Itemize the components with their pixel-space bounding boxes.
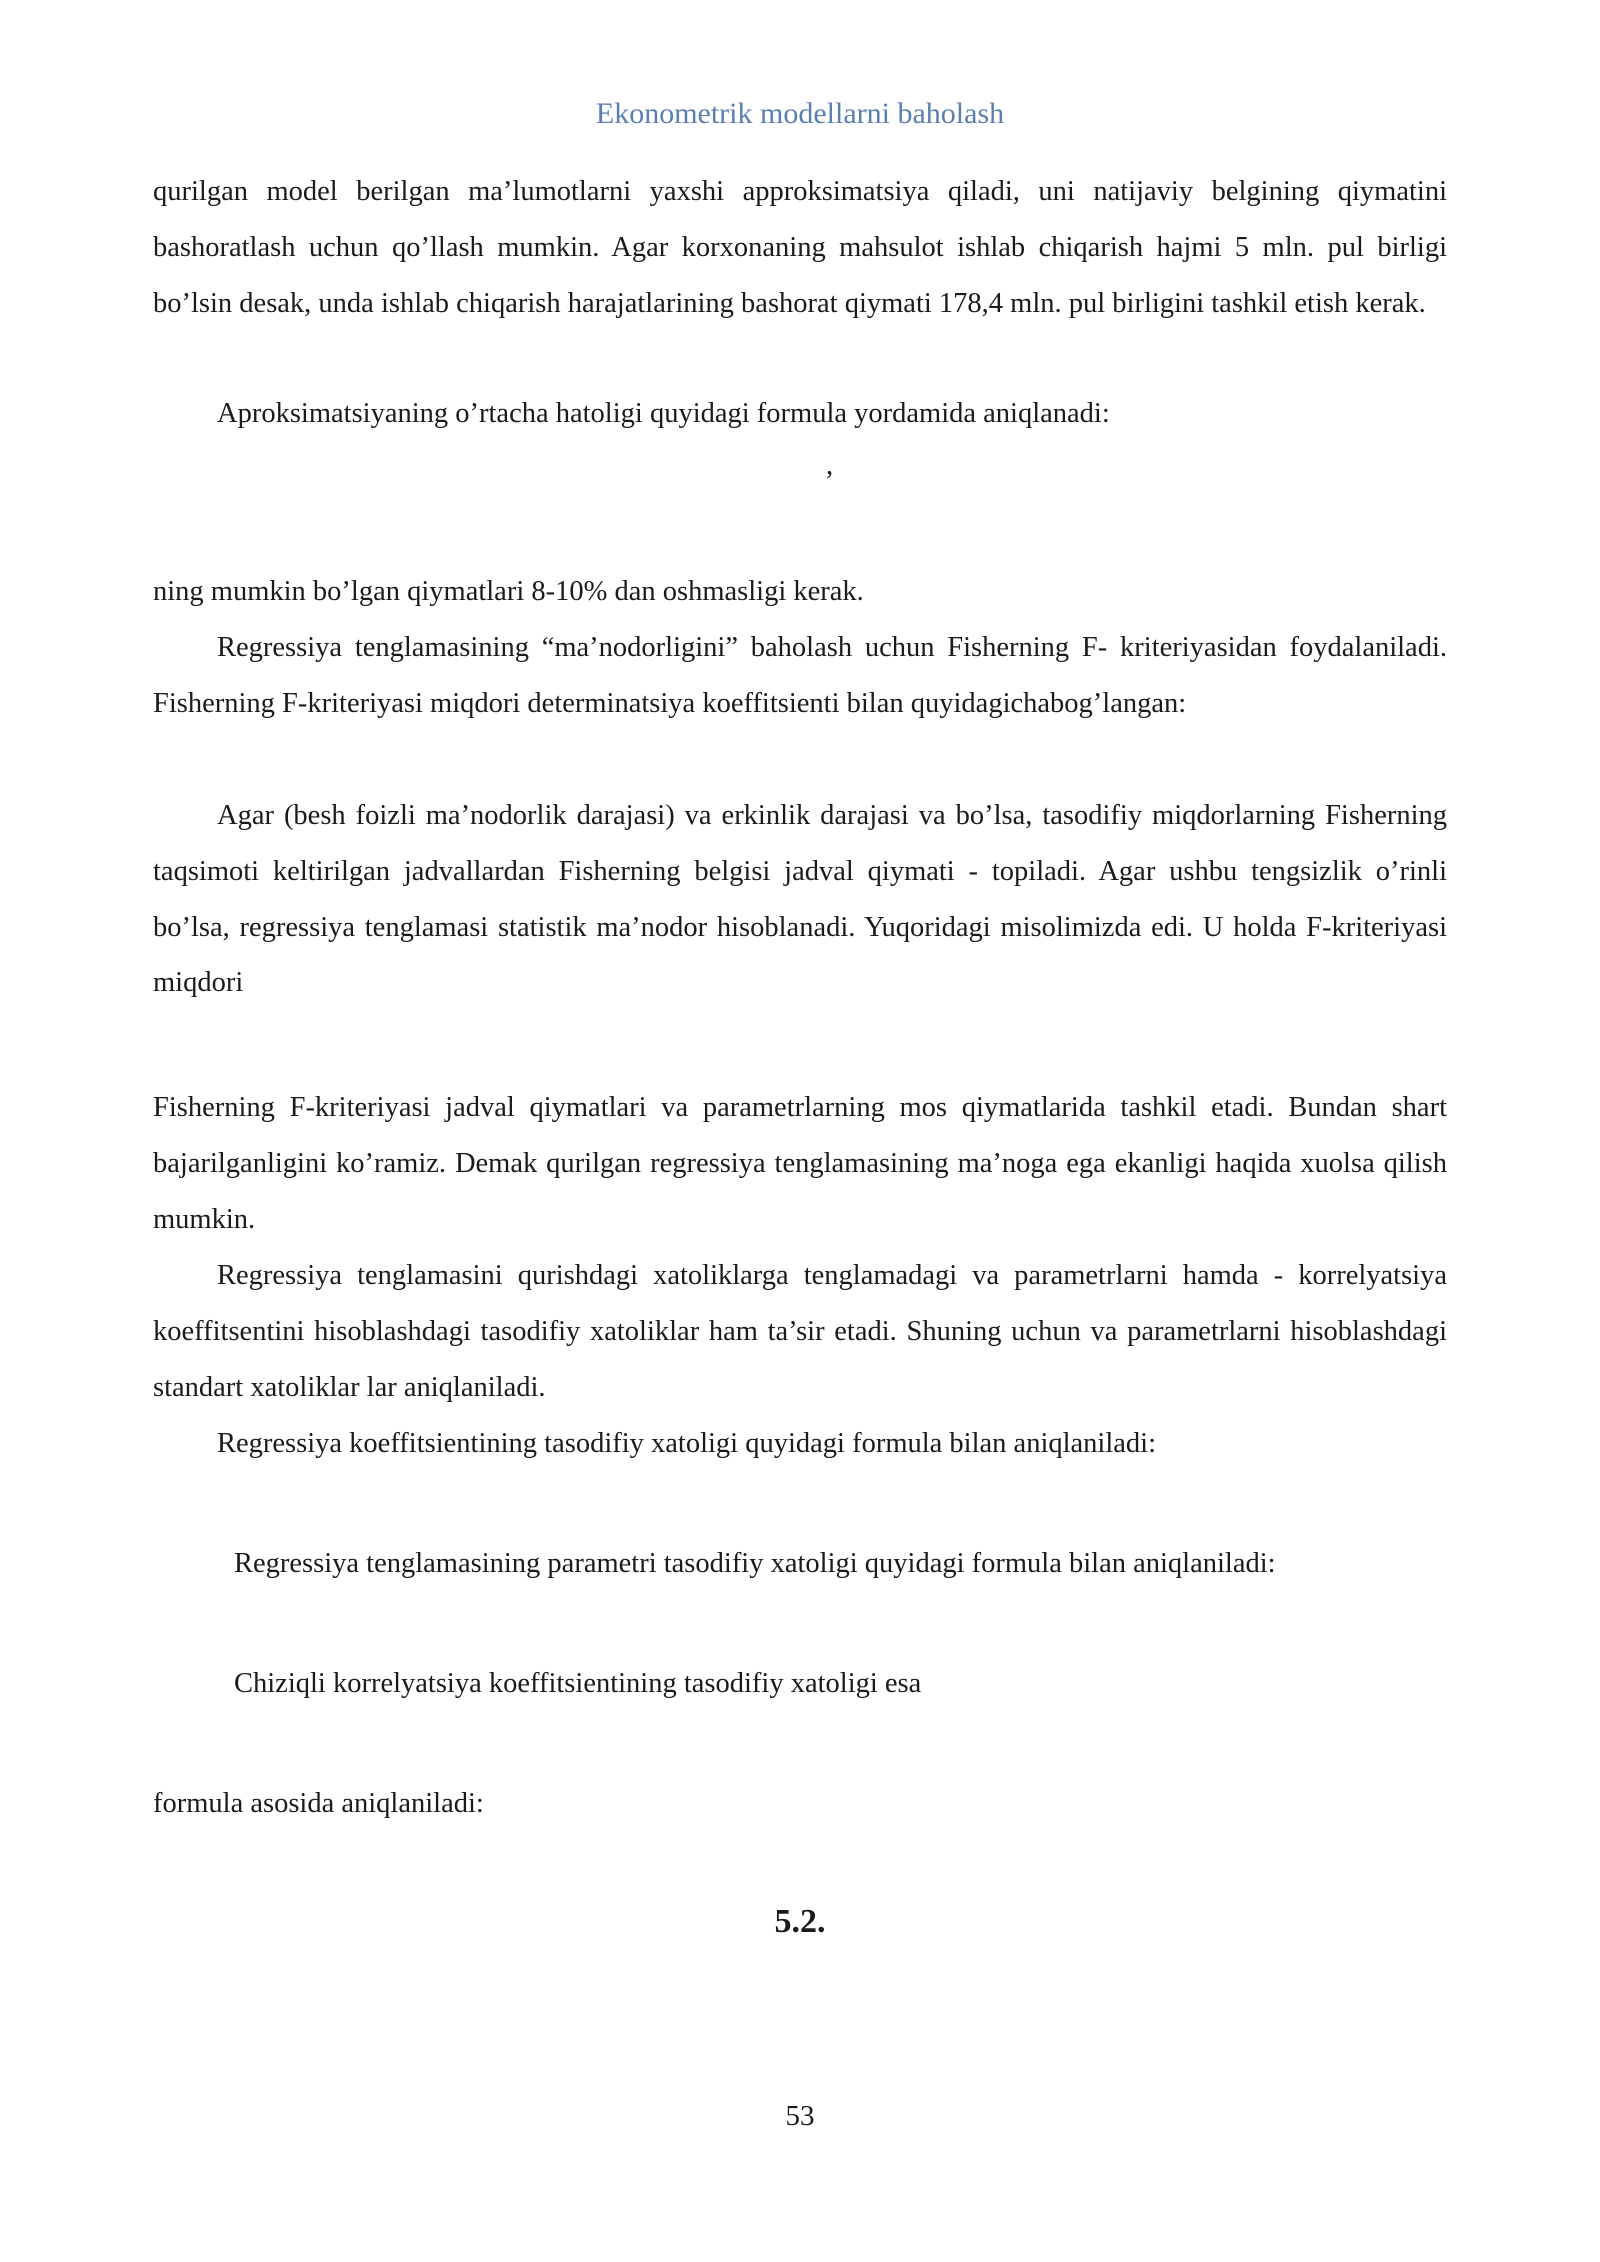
- section-number: 5.2.: [774, 1903, 826, 1940]
- formula-placeholder-comma: ,: [826, 450, 834, 481]
- page-number: 53: [785, 2100, 815, 2132]
- paragraph-fisher-table-values: Fisherning F-kriteriyasi jadval qiymatlari va parametrlarning mos qiymatlarida tashkil etadi. Bundan shart bajarilganligini ko’ramiz. Demak qurilgan regressiya tenglamasining ma’noga ega ekanligi haqida xuolsa qilish mumkin.: [153, 1092, 1447, 1235]
- paragraph-regression-errors: Regressiya tenglamasini qurishdagi xatoliklarga tenglamadagi va parametrlarni hamda - korrelyatsiya koeffitsentini hisoblashdagi tasodifiy xatoliklar ham ta’sir etadi. Shuning uchun va parametrlarni hisoblashdagi standart xatoliklar lar aniqlaniladi.: [153, 1260, 1447, 1403]
- paragraph-correlation-error: Chiziqli korrelyatsiya koeffitsientining tasodifiy xatoligi esa: [234, 1668, 922, 1699]
- paragraph-significance-level: Agar (besh foizli ma’nodorlik darajasi) va erkinlik darajasi va bo’lsa, tasodifiy miqdorlarning Fisherning taqsimoti keltirilgan jadvallardan Fisherning belgisi jadval qiymati - topiladi. Agar ushbu tengsizlik o’rinli bo’lsa, regressiya tenglamasi statistik ma’nodor hisoblanadi. Yuqoridagi misolimizda edi. U holda F-kriteriyasi miqdori: [153, 800, 1447, 999]
- paragraph-parameter-error: Regressiya tenglamasining parametri tasodifiy xatoligi quyidagi formula bilan aniqlaniladi:: [234, 1548, 1276, 1579]
- paragraph-approximation-error-intro: Aproksimatsiyaning o’rtacha hatoligi quyidagi formula yordamida aniqlanadi:: [217, 398, 1110, 429]
- page-header-title: Ekonometrik modellarni baholash: [595, 97, 1005, 130]
- paragraph-formula-basis: formula asosida aniqlaniladi:: [153, 1788, 484, 1819]
- paragraph-model-forecast: qurilgan model berilgan ma’lumotlarni yaxshi approksimatsiya qiladi, uni natijaviy belgining qiymatini bashoratlash uchun qo’llash mumkin. Agar korxonaning mahsulot ishlab chiqarish hajmi 5 mln. pul birligi bo’lsin desak, unda ishlab chiqarish harajatlarining bashorat qiymati 178,4 mln. pul birligini tashkil etish kerak.: [153, 176, 1447, 319]
- paragraph-fisher-criterion: Regressiya tenglamasining “ma’nodorligini” baholash uchun Fisherning F- kriteriyasidan foydalaniladi. Fisherning F-kriteriyasi miqdori determinatsiya koeffitsienti bilan quyidagichabog’langan:: [153, 632, 1447, 719]
- paragraph-coefficient-error: Regressiya koeffitsientining tasodifiy xatoligi quyidagi formula bilan aniqlaniladi:: [217, 1428, 1156, 1459]
- paragraph-allowed-values: ning mumkin bo’lgan qiymatlari 8-10% dan oshmasligi kerak.: [153, 576, 864, 607]
